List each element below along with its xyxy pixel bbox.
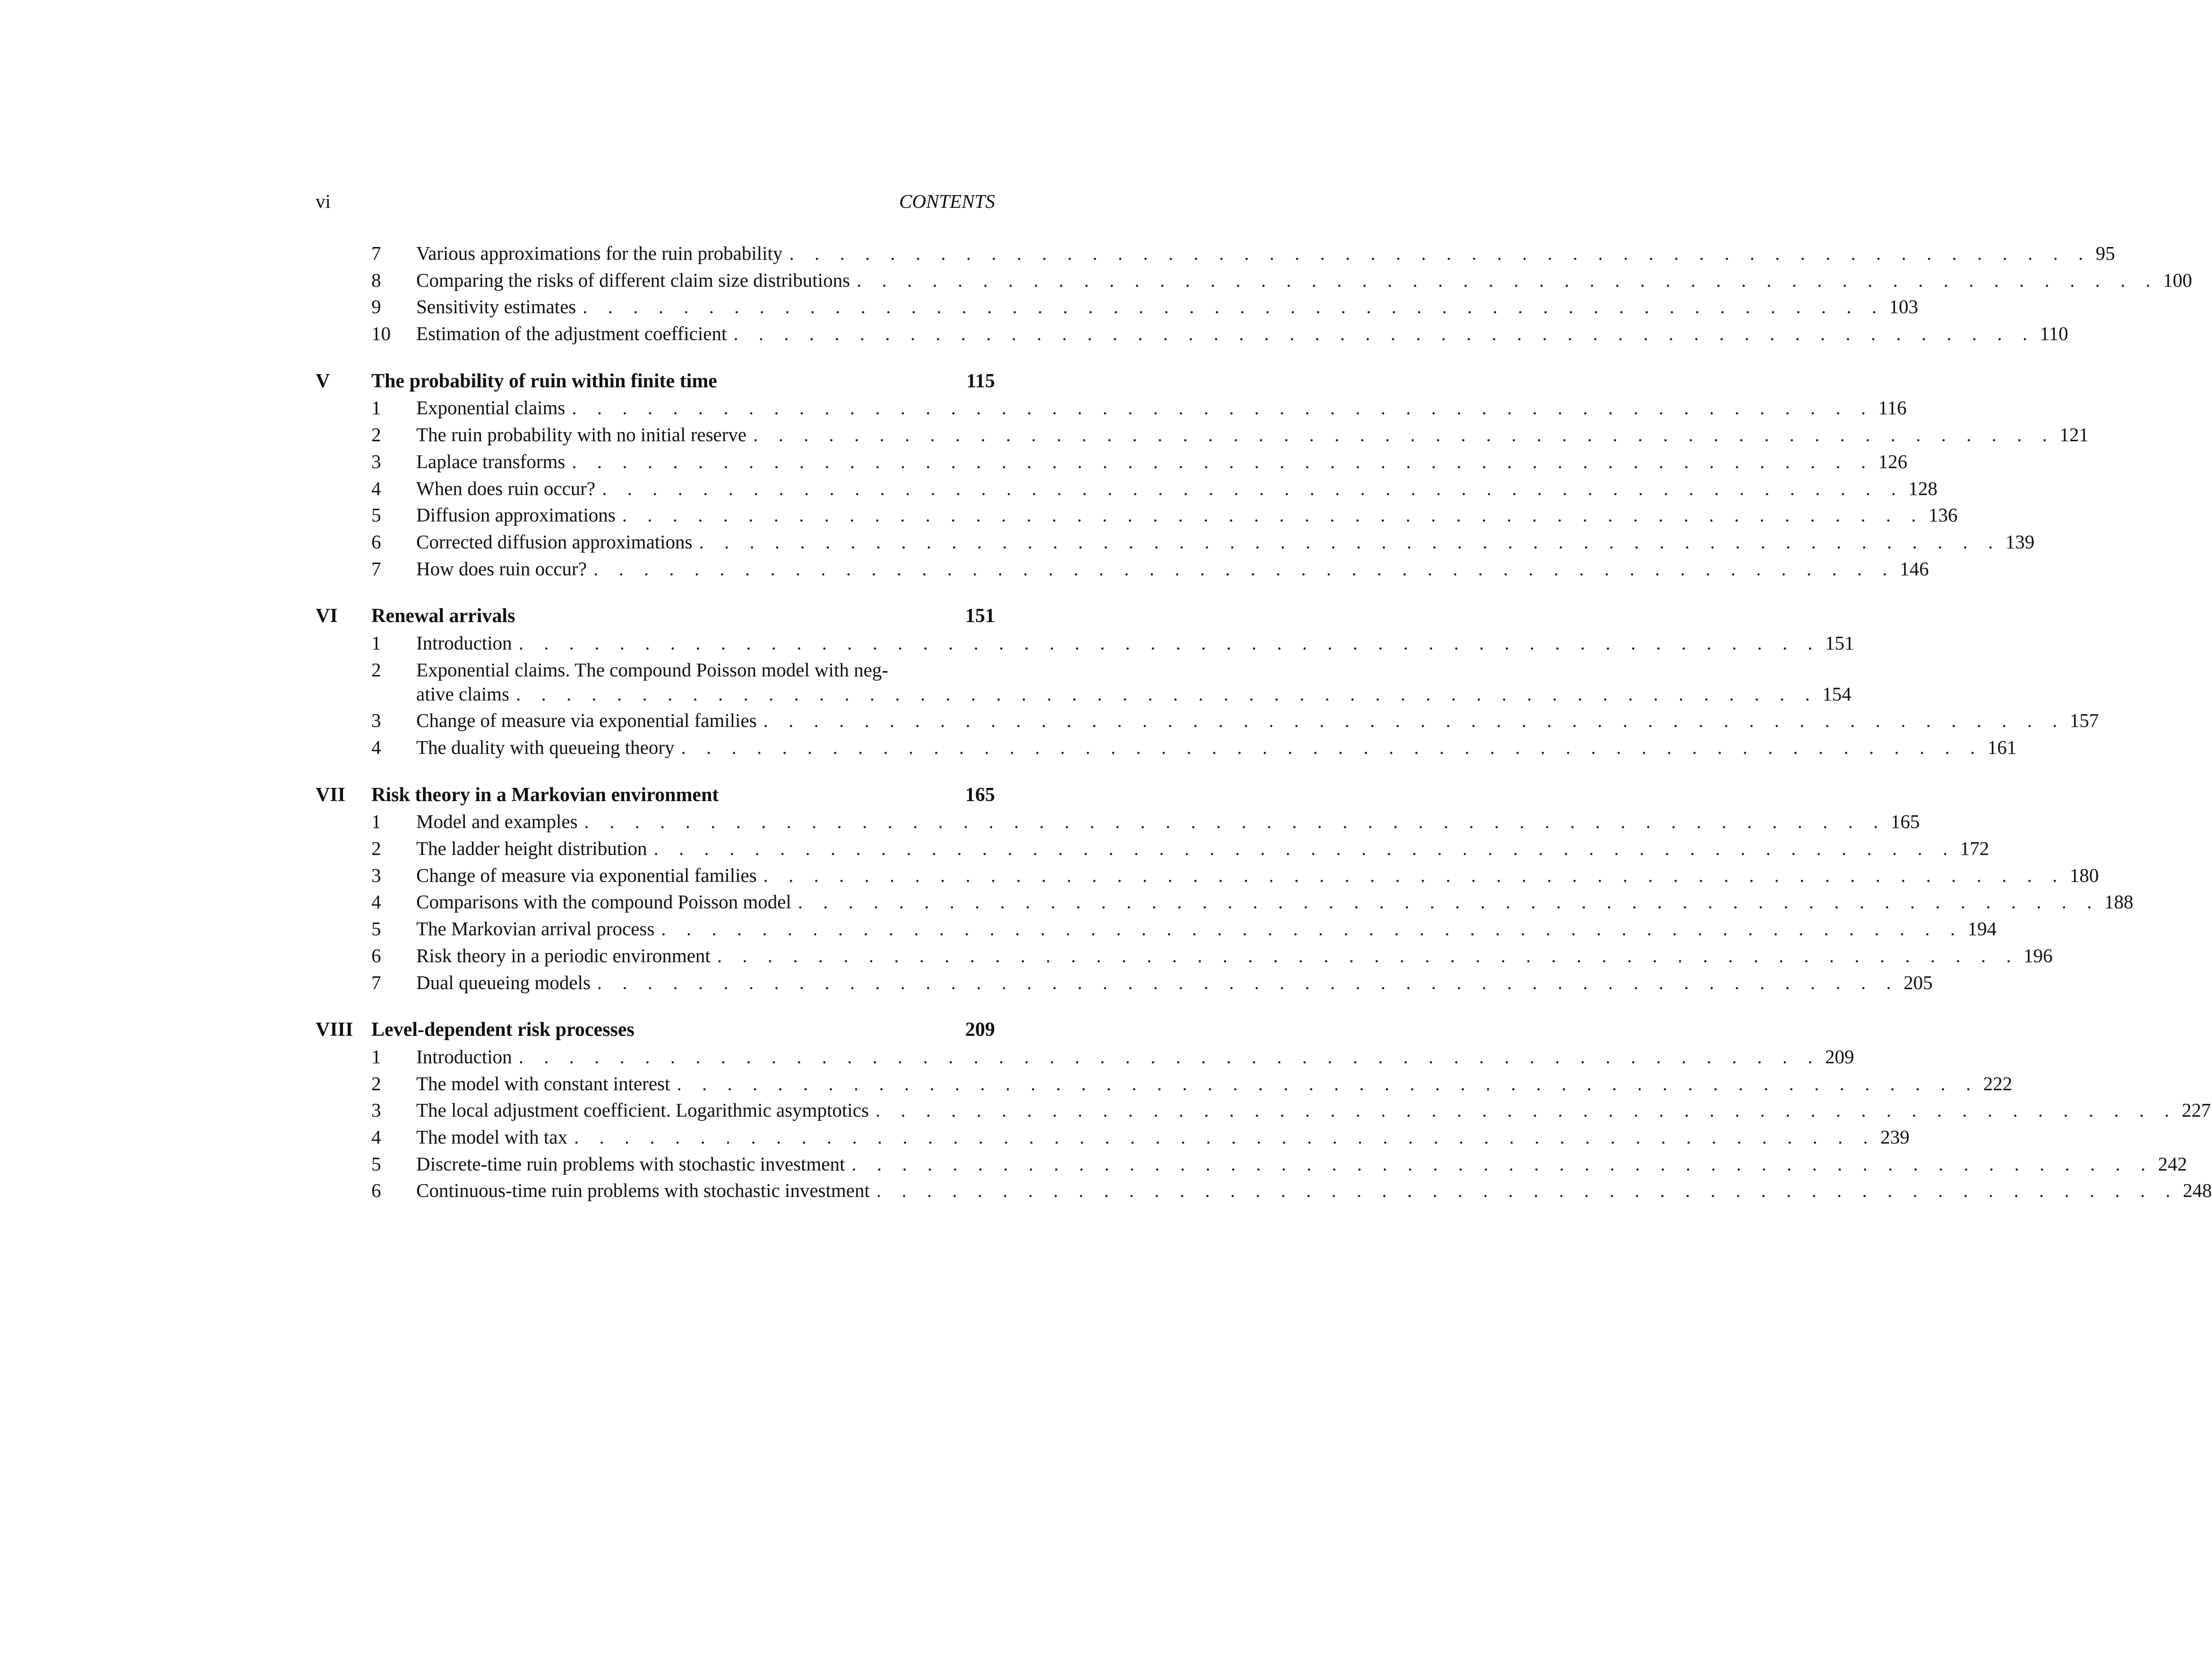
section-page: 242 bbox=[2158, 1153, 2187, 1175]
section-title: The model with constant interest bbox=[416, 1072, 670, 1094]
toc-section-row bbox=[316, 240, 2115, 267]
dot-leader: . . . . . . . . . . . . . . . . . . . . . . . . . . . . . . . . . . . . . . . . . . . . . . . . . . . . bbox=[681, 736, 1983, 758]
dot-leader: . . . . . . . . . . . . . . . . . . . . . . . . . . . . . . . . . . . . . . . . . . . . . . . . . . . . bbox=[572, 397, 1874, 419]
section-title-line bbox=[416, 267, 2192, 293]
section-number: 3 bbox=[371, 709, 381, 732]
section-number: 7 bbox=[371, 242, 381, 264]
toc-section-row bbox=[316, 1151, 2187, 1178]
toc-chapter-row bbox=[316, 603, 995, 630]
section-number: 1 bbox=[371, 811, 381, 833]
toc-section-row bbox=[316, 915, 1997, 942]
section-title: Sensitivity estimates bbox=[416, 296, 576, 318]
section-title-line bbox=[416, 320, 2068, 347]
section-number: 1 bbox=[371, 632, 381, 654]
chapter-title: The probability of ruin within finite time bbox=[371, 370, 717, 392]
section-title: When does ruin occur? bbox=[416, 477, 596, 499]
dot-leader: . . . . . . . . . . . . . . . . . . . . . . . . . . . . . . . . . . . . . . . . . . . . . . . . . . . . bbox=[661, 918, 1963, 940]
section-title-line bbox=[416, 888, 2134, 915]
dot-leader: . . . . . . . . . . . . . . . . . . . . . . . . . . . . . . . . . . . . . . . . . . . . . . . . . . . . bbox=[699, 530, 2001, 553]
toc-section-row bbox=[316, 394, 1907, 421]
section-number: 6 bbox=[371, 530, 381, 553]
section-number: 6 bbox=[371, 1179, 381, 1202]
dot-leader: . . . . . . . . . . . . . . . . . . . . . . . . . . . . . . . . . . . . . . . . . . . . . . . . . . . . bbox=[515, 683, 1818, 705]
section-number: 2 bbox=[371, 1072, 381, 1094]
section-number: 2 bbox=[371, 837, 381, 860]
toc-chapter-row bbox=[316, 782, 995, 809]
dot-leader: . . . . . . . . . . . . . . . . . . . . . . . . . . . . . . . . . . . . . . . . . . . . . . . . . . . . bbox=[653, 837, 1955, 860]
toc-section-row bbox=[316, 555, 1929, 582]
section-title: Exponential claims. The compound Poisson model with neg- bbox=[416, 658, 889, 681]
section-page: 139 bbox=[2005, 530, 2035, 553]
dot-leader: . . . . . . . . . . . . . . . . . . . . . . . . . . . . . . . . . . . . . . . . . . . . . . . . . . . . bbox=[518, 632, 1820, 654]
section-title: Exponential claims bbox=[416, 397, 566, 419]
dot-leader: . . . . . . . . . . . . . . . . . . . . . . . . . . . . . . . . . . . . . . . . . . . . . . . . . . . . bbox=[602, 477, 1904, 499]
table-of-contents bbox=[316, 240, 2212, 1204]
section-title: The Markovian arrival process bbox=[416, 918, 655, 940]
chapter-number: V bbox=[316, 370, 330, 392]
section-number: 4 bbox=[371, 477, 381, 499]
section-number: 3 bbox=[371, 1099, 381, 1121]
dot-leader: . . . . . . . . . . . . . . . . . . . . . . . . . . . . . . . . . . . . . . . . . . . . . . . . . . . . bbox=[763, 864, 2065, 886]
toc-section-row bbox=[316, 475, 1938, 502]
chapter-number: VII bbox=[316, 784, 346, 806]
section-title-line bbox=[416, 502, 1958, 528]
section-title-line bbox=[416, 942, 2053, 969]
section-number: 10 bbox=[371, 323, 391, 345]
section-page: 116 bbox=[1878, 397, 1907, 419]
section-page: 103 bbox=[1889, 296, 1918, 318]
section-title-line bbox=[416, 1177, 2212, 1204]
section-title-line bbox=[416, 835, 1989, 862]
section-page: 227 bbox=[2182, 1099, 2211, 1121]
dot-leader: . . . . . . . . . . . . . . . . . . . . . . . . . . . . . . . . . . . . . . . . . . . . . . . . . . . . bbox=[518, 1045, 1820, 1068]
dot-leader: . . . . . . . . . . . . . . . . . . . . . . . . . . . . . . . . . . . . . . . . . . . . . . . . . . . . bbox=[876, 1179, 2178, 1202]
chapter-number: VI bbox=[316, 605, 338, 627]
section-title-line bbox=[416, 475, 1938, 502]
section-title: The ladder height distribution bbox=[416, 837, 647, 860]
section-title-line bbox=[416, 915, 1997, 942]
chapter-page: 165 bbox=[965, 784, 995, 806]
section-number: 3 bbox=[371, 864, 381, 886]
section-title: Comparisons with the compound Poisson model bbox=[416, 891, 791, 913]
dot-leader: . . . . . . . . . . . . . . . . . . . . . . . . . . . . . . . . . . . . . . . . . . . . . . . . . . . . bbox=[583, 296, 1885, 318]
page-number: vi bbox=[316, 190, 331, 212]
section-page: 196 bbox=[2023, 944, 2053, 966]
section-number: 2 bbox=[371, 658, 381, 681]
dot-leader: . . . . . . . . . . . . . . . . . . . . . . . . . . . . . . . . . . . . . . . . . . . . . . . . . . . . bbox=[584, 811, 1886, 833]
toc-section-row bbox=[316, 1070, 2013, 1097]
dot-leader: . . . . . . . . . . . . . . . . . . . . . . . . . . . . . . . . . . . . . . . . . . . . . . . . . . . . bbox=[677, 1072, 1979, 1094]
section-title-line bbox=[416, 1097, 2211, 1123]
section-title: Change of measure via exponential families bbox=[416, 709, 757, 732]
dot-leader: . . . . . . . . . . . . . . . . . . . . . . . . . . . . . . . . . . . . . . . . . . . . . . . . . . . . bbox=[717, 944, 2019, 966]
section-title: Change of measure via exponential families bbox=[416, 864, 757, 886]
section-title-line bbox=[416, 734, 2017, 760]
section-page: 165 bbox=[1890, 811, 1920, 833]
section-page: 239 bbox=[1880, 1126, 1910, 1148]
section-title-line bbox=[416, 529, 2035, 555]
toc-chapter-row bbox=[316, 1016, 995, 1043]
section-title-line bbox=[416, 969, 1933, 996]
running-title: CONTENTS bbox=[899, 190, 995, 212]
section-title-line bbox=[416, 240, 2115, 266]
dot-leader: . . . . . . . . . . . . . . . . . . . . . . . . . . . . . . . . . . . . . . . . . . . . . . . . . . . . bbox=[851, 1153, 2153, 1175]
section-number: 8 bbox=[371, 269, 381, 291]
section-title-line bbox=[416, 1043, 1854, 1070]
section-title: The duality with queueing theory bbox=[416, 736, 675, 758]
chapter-page: 115 bbox=[966, 370, 995, 392]
section-number: 1 bbox=[371, 1045, 381, 1068]
toc-chapter-row bbox=[316, 368, 995, 395]
section-page: 128 bbox=[1908, 477, 1938, 499]
section-page: 172 bbox=[1960, 837, 1989, 860]
toc-section-row bbox=[316, 448, 1908, 475]
section-number: 1 bbox=[371, 397, 381, 419]
section-title: Estimation of the adjustment coefficient bbox=[416, 323, 727, 345]
dot-leader: . . . . . . . . . . . . . . . . . . . . . . . . . . . . . . . . . . . . . . . . . . . . . . . . . . . . bbox=[593, 557, 1895, 580]
toc-section-row bbox=[316, 1124, 1910, 1151]
section-number: 3 bbox=[371, 450, 381, 472]
section-title: How does ruin occur? bbox=[416, 557, 587, 580]
section-title: Dual queueing models bbox=[416, 971, 591, 993]
section-page: 151 bbox=[1825, 632, 1854, 654]
toc-section-row bbox=[316, 707, 2099, 734]
dot-leader: . . . . . . . . . . . . . . . . . . . . . . . . . . . . . . . . . . . . . . . . . . . . . . . . . . . . bbox=[733, 323, 2035, 345]
section-page: 126 bbox=[1878, 450, 1908, 472]
section-page: 194 bbox=[1967, 918, 1997, 940]
section-title: Introduction bbox=[416, 632, 512, 654]
section-title: Comparing the risks of different claim size distributions bbox=[416, 269, 850, 291]
section-page: 209 bbox=[1825, 1045, 1854, 1068]
toc-section-row bbox=[316, 293, 1918, 320]
section-title-line bbox=[416, 630, 1854, 656]
section-title-line bbox=[416, 293, 1918, 320]
section-title: The local adjustment coefficient. Logarithmic asymptotics bbox=[416, 1099, 869, 1121]
section-title: Diffusion approximations bbox=[416, 504, 616, 526]
toc-section-row bbox=[316, 942, 2053, 969]
toc-section-row-continued bbox=[316, 681, 1852, 708]
toc-section-row bbox=[316, 630, 1854, 657]
dot-leader: . . . . . . . . . . . . . . . . . . . . . . . . . . . . . . . . . . . . . . . . . . . . . . . . . . . . bbox=[797, 891, 2100, 913]
section-page: 205 bbox=[1903, 971, 1933, 993]
section-title-line bbox=[416, 555, 1929, 582]
section-title: Model and examples bbox=[416, 811, 578, 833]
running-header bbox=[316, 190, 995, 218]
toc-section-row bbox=[316, 734, 2017, 761]
section-number: 9 bbox=[371, 296, 381, 318]
chapter-title: Renewal arrivals bbox=[371, 605, 515, 627]
section-page: 136 bbox=[1928, 504, 1958, 526]
section-number: 4 bbox=[371, 736, 381, 758]
section-title-line bbox=[416, 862, 2099, 888]
section-number: 5 bbox=[371, 1153, 381, 1175]
section-page: 154 bbox=[1822, 683, 1852, 705]
section-title: Corrected diffusion approximations bbox=[416, 530, 693, 553]
section-page: 161 bbox=[1987, 736, 2017, 758]
section-title: Continuous-time ruin problems with stochastic investment bbox=[416, 1179, 870, 1202]
section-title: Laplace transforms bbox=[416, 450, 566, 472]
section-page: 110 bbox=[2040, 323, 2068, 345]
chapter-title: Level-dependent risk processes bbox=[371, 1019, 634, 1041]
section-title-line bbox=[416, 707, 2099, 734]
section-title-line bbox=[416, 681, 1852, 707]
toc-section-row bbox=[316, 529, 2035, 555]
section-page: 222 bbox=[1983, 1072, 2013, 1094]
toc-section-row bbox=[316, 1097, 2211, 1124]
dot-leader: . . . . . . . . . . . . . . . . . . . . . . . . . . . . . . . . . . . . . . . . . . . . . . . . . . . . bbox=[875, 1099, 2178, 1121]
toc-section-row bbox=[316, 267, 2192, 294]
dot-leader: . . . . . . . . . . . . . . . . . . . . . . . . . . . . . . . . . . . . . . . . . . . . . . . . . . . . bbox=[597, 971, 1899, 993]
toc-section-row bbox=[316, 862, 2099, 889]
section-number: 7 bbox=[371, 971, 381, 993]
section-title: Introduction bbox=[416, 1045, 512, 1068]
dot-leader: . . . . . . . . . . . . . . . . . . . . . . . . . . . . . . . . . . . . . . . . . . . . . . . . . . . . bbox=[763, 709, 2065, 732]
section-title-line bbox=[416, 448, 1908, 475]
section-title-line bbox=[416, 421, 2089, 448]
section-number: 4 bbox=[371, 1126, 381, 1148]
section-title: The model with tax bbox=[416, 1126, 567, 1148]
section-title-line bbox=[416, 1124, 1910, 1150]
toc-section-row bbox=[316, 320, 2068, 347]
dot-leader: . . . . . . . . . . . . . . . . . . . . . . . . . . . . . . . . . . . . . . . . . . . . . . . . . . . . bbox=[622, 504, 1924, 526]
section-page: 121 bbox=[2059, 424, 2089, 446]
section-title-line bbox=[416, 394, 1907, 421]
section-title-line bbox=[416, 657, 995, 683]
toc-section-row bbox=[316, 835, 1989, 862]
section-page: 180 bbox=[2069, 864, 2099, 886]
dot-leader: . . . . . . . . . . . . . . . . . . . . . . . . . . . . . . . . . . . . . . . . . . . . . . . . . . . . bbox=[572, 450, 1874, 472]
section-number: 4 bbox=[371, 891, 381, 913]
dot-leader: . . . . . . . . . . . . . . . . . . . . . . . . . . . . . . . . . . . . . . . . . . . . . . . . . . . . bbox=[574, 1126, 1876, 1148]
chapter-title: Risk theory in a Markovian environment bbox=[371, 784, 719, 806]
chapter-page: 209 bbox=[965, 1019, 995, 1041]
toc-section-row bbox=[316, 808, 1920, 835]
toc-section-row bbox=[316, 421, 2089, 448]
section-title: Risk theory in a periodic environment bbox=[416, 944, 711, 966]
section-title-line bbox=[416, 808, 1920, 835]
section-number: 2 bbox=[371, 424, 381, 446]
dot-leader: . . . . . . . . . . . . . . . . . . . . . . . . . . . . . . . . . . . . . . . . . . . . . . . . . . . . bbox=[857, 269, 2159, 291]
toc-section-row bbox=[316, 1043, 1854, 1070]
section-title: The ruin probability with no initial reserve bbox=[416, 424, 747, 446]
section-page: 100 bbox=[2163, 269, 2192, 291]
section-number: 5 bbox=[371, 918, 381, 940]
dot-leader: . . . . . . . . . . . . . . . . . . . . . . . . . . . . . . . . . . . . . . . . . . . . . . . . . . . . bbox=[753, 424, 2055, 446]
dot-leader: . . . . . . . . . . . . . . . . . . . . . . . . . . . . . . . . . . . . . . . . . . . . . . . . . . . . bbox=[789, 242, 2091, 264]
toc-section-row bbox=[316, 1177, 2212, 1204]
section-number: 5 bbox=[371, 504, 381, 526]
section-number: 7 bbox=[371, 557, 381, 580]
section-page: 248 bbox=[2183, 1179, 2212, 1202]
section-title-line bbox=[416, 1151, 2187, 1177]
section-page: 188 bbox=[2104, 891, 2134, 913]
section-title: Discrete-time ruin problems with stochastic investment bbox=[416, 1153, 845, 1175]
section-title-continued: ative claims bbox=[416, 683, 509, 705]
chapter-number: VIII bbox=[316, 1019, 353, 1041]
section-title: Various approximations for the ruin probability bbox=[416, 242, 783, 264]
toc-section-row bbox=[316, 969, 1933, 996]
section-page: 146 bbox=[1900, 557, 1929, 580]
toc-section-row bbox=[316, 888, 2134, 915]
section-page: 157 bbox=[2069, 709, 2099, 732]
section-title-line bbox=[416, 1070, 2013, 1097]
section-number: 6 bbox=[371, 944, 381, 966]
section-page: 95 bbox=[2095, 242, 2115, 264]
toc-section-row bbox=[316, 657, 995, 681]
chapter-page: 151 bbox=[965, 605, 995, 627]
toc-section-row bbox=[316, 502, 1958, 529]
